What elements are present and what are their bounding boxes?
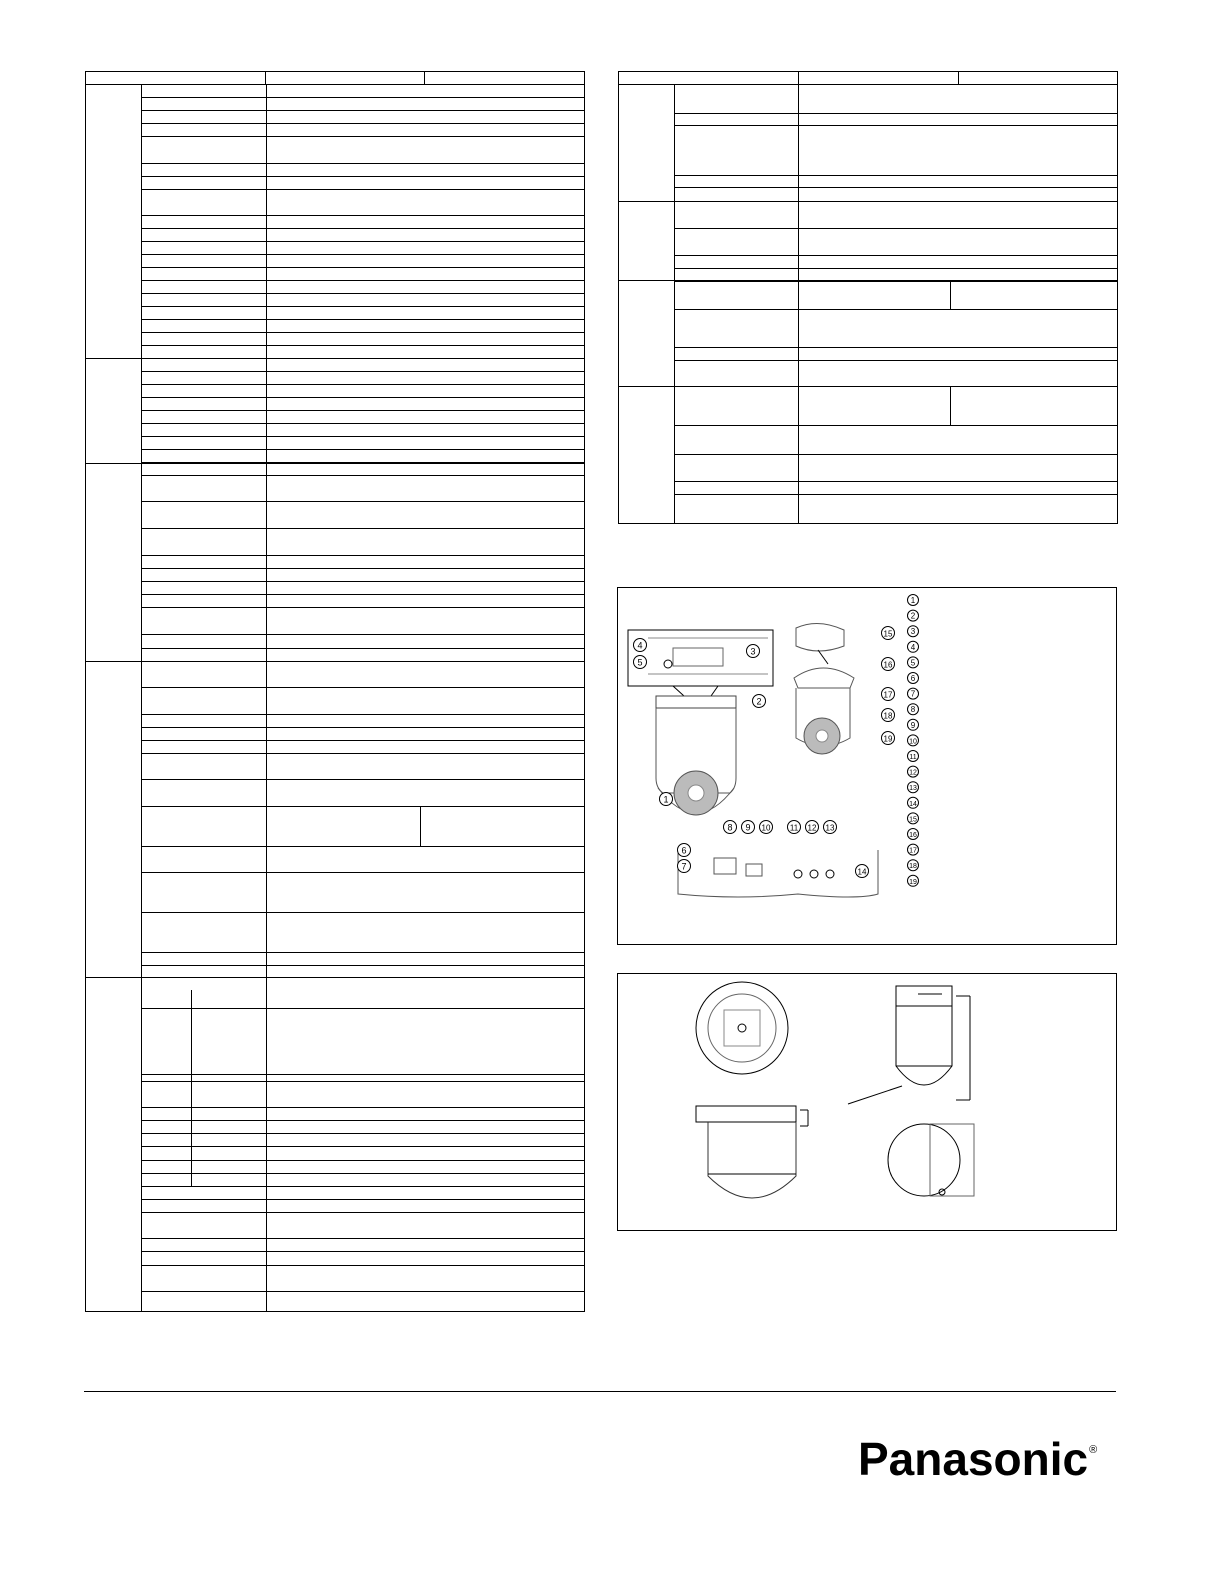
callout-number: 13 bbox=[825, 823, 835, 833]
callout-number: 17 bbox=[883, 690, 893, 700]
spec-table-left bbox=[85, 71, 585, 1312]
legend-number: 11 bbox=[909, 754, 917, 761]
callout-number: 16 bbox=[883, 660, 893, 670]
legend-number: 2 bbox=[910, 611, 916, 621]
callout-number: 9 bbox=[745, 822, 751, 833]
callout-number: 7 bbox=[681, 861, 687, 872]
legend-number: 16 bbox=[909, 832, 917, 839]
legend-number: 9 bbox=[910, 720, 916, 730]
legend-number: 13 bbox=[909, 785, 917, 793]
dimensions-panel bbox=[617, 973, 1117, 1231]
legend-number: 18 bbox=[909, 863, 917, 871]
legend-number: 10 bbox=[909, 738, 917, 746]
callout-number: 19 bbox=[883, 734, 893, 744]
callout-number: 8 bbox=[727, 822, 733, 833]
footer-rule bbox=[84, 1391, 1116, 1392]
spec-table-left-grid bbox=[85, 71, 585, 1312]
parts-illustration-panel bbox=[617, 587, 1117, 945]
callout-number: 3 bbox=[750, 646, 756, 657]
legend-number: 14 bbox=[909, 800, 917, 808]
legend-number: 4 bbox=[910, 642, 916, 652]
callout-number: 10 bbox=[761, 823, 771, 833]
legend-number: 17 bbox=[909, 847, 917, 855]
legend-number: 15 bbox=[909, 816, 917, 824]
legend-number: 3 bbox=[910, 627, 916, 637]
legend-number: 12 bbox=[909, 769, 917, 777]
legend-number: 1 bbox=[910, 596, 916, 605]
registered-mark: ® bbox=[1089, 1443, 1098, 1456]
spec-table-right bbox=[618, 71, 1118, 524]
legend-number: 19 bbox=[909, 878, 917, 886]
callout-number: 12 bbox=[807, 823, 817, 833]
legend-number: 5 bbox=[910, 658, 916, 668]
brand-logo bbox=[858, 1433, 1098, 1485]
callout-number: 6 bbox=[681, 845, 687, 856]
spec-table-right-grid bbox=[618, 71, 1118, 524]
callout-number: 11 bbox=[789, 823, 799, 833]
parts-illustration bbox=[618, 588, 1116, 944]
callout-number: 1 bbox=[663, 794, 669, 805]
legend-number: 6 bbox=[910, 674, 916, 683]
callout-number: 14 bbox=[857, 867, 867, 877]
callout-number: 2 bbox=[756, 696, 762, 707]
brand-logo-text: Panasonic bbox=[858, 1433, 1089, 1485]
callout-number: 18 bbox=[883, 711, 893, 721]
legend-number: 8 bbox=[910, 705, 916, 715]
callout-number: 4 bbox=[637, 640, 643, 651]
callout-number: 5 bbox=[637, 657, 643, 668]
legend-number: 7 bbox=[910, 689, 916, 699]
callout-number: 15 bbox=[883, 629, 893, 639]
dimensions-drawings bbox=[618, 974, 1116, 1230]
